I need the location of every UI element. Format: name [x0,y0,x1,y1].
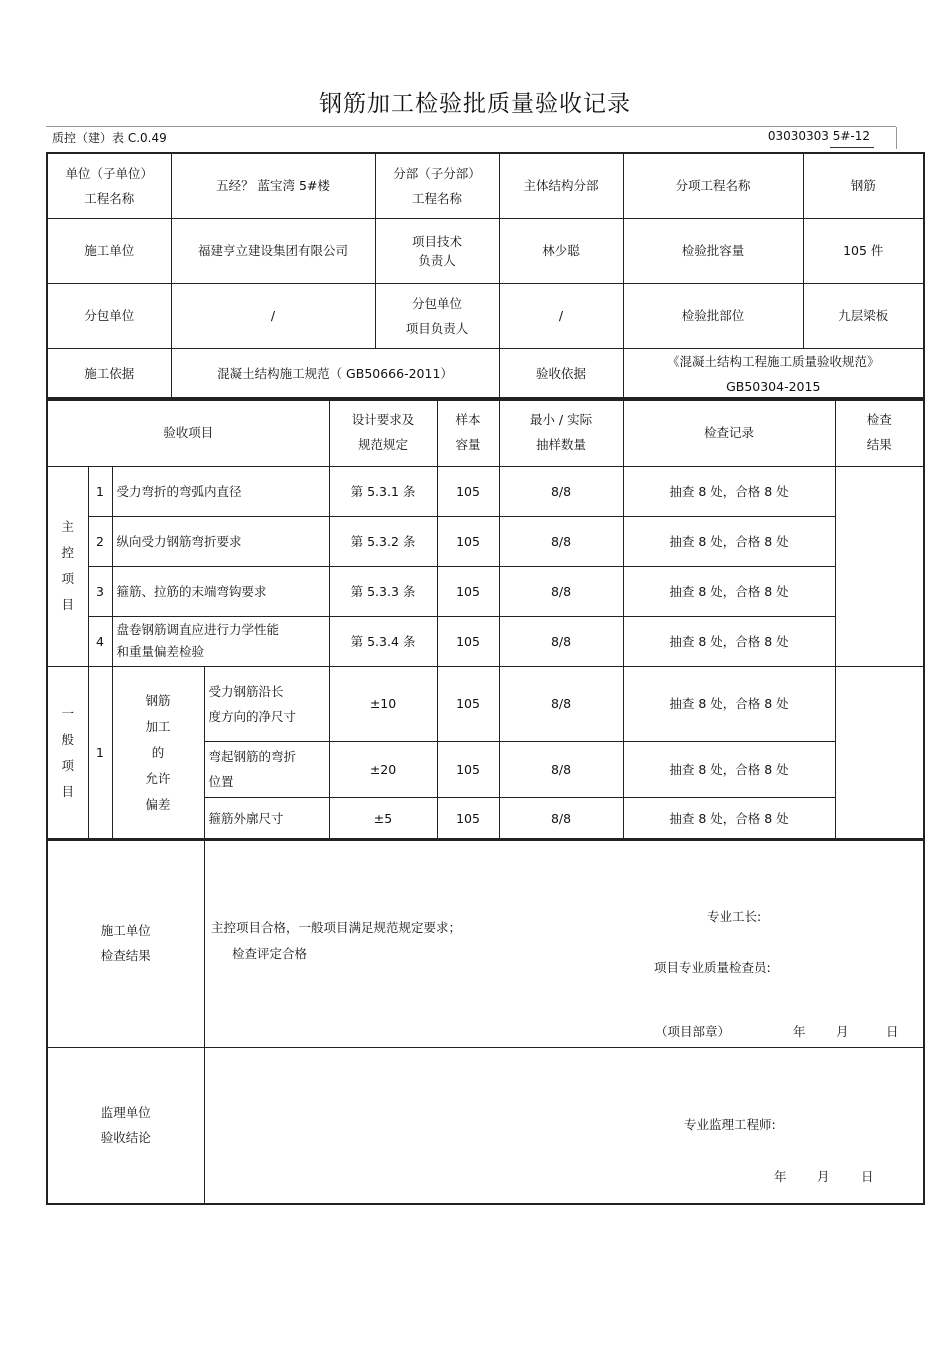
general-result [835,666,924,840]
table-row: 2 纵向受力钢筋弯折要求 第 5.3.2 条 105 8/8 抽查 8 处，合格 8 处 [47,516,924,566]
col-min: 最小 / 实际 抽样数量 [499,398,623,466]
col-sample: 样本 容量 [437,398,499,466]
doc-number: 03030303 5#-12 [767,129,870,143]
constructor-check-text-1: 主控项目合格，一般项目满足规范规定要求； [211,920,462,935]
supervisor-label: 监理单位 验收结论 [47,1047,204,1204]
col-item: 验收项目 [47,398,329,466]
general-label: 一 般 项 目 [47,666,88,840]
division-label: 分部（子分部） 工程名称 [375,153,499,218]
sub-lead-value: / [499,283,623,348]
main-control-label: 主 控 项 目 [47,466,88,666]
header-table [46,152,925,401]
subcontractor-label: 分包单位 [47,283,171,348]
tech-lead-label: 项目技术 负责人 [375,218,499,283]
project-seal: （项目部章） [655,1024,731,1039]
page-title: 钢筋加工检验批质量验收记录 [319,91,631,117]
table-row: 弯起钢筋的弯折 位置 ±20 105 8/8 抽查 8 处，合格 8 处 [47,741,924,797]
constructor-check-area [204,839,924,1047]
constructor-value: 福建亨立建设集团有限公司 [171,218,375,283]
basis-value: 混凝土结构施工规范（ GB50666-2011） [171,348,499,400]
constructor-check-label: 施工单位 检查结果 [47,839,204,1047]
inspector-signature: 项目专业质量检查员: [654,960,771,975]
col-spec: 设计要求及 规范规定 [329,398,437,466]
constructor-check-text-2: 检查评定合格 [232,946,308,961]
subitem-label: 分项工程名称 [623,153,803,218]
form-code: 质控（建）表 C.0.49 [52,131,167,145]
batch-capacity-value: 105 件 [803,218,924,283]
doc-number-underline [830,147,874,148]
items-table [46,397,925,841]
col-record: 检查记录 [623,398,835,466]
supervisor-area [204,1047,924,1204]
batch-location-label: 检验批部位 [623,283,803,348]
foreman-signature: 专业工长: [707,909,762,924]
supervisor-engineer-signature: 专业监理工程师: [684,1117,776,1132]
batch-location-value: 九层梁板 [803,283,924,348]
table-row: 一 般 项 目 1 钢筋 加工 的 允许 偏差 受力钢筋沿长 度方向的净尺寸 ±10 105 8/8 抽查 8 处，合格 8 处 [47,666,924,741]
unit-label: 单位（子单位） 工程名称 [47,153,171,218]
sub-lead-label: 分包单位 项目负责人 [375,283,499,348]
table-row: 箍筋外廓尺寸 ±5 105 8/8 抽查 8 处，合格 8 处 [47,797,924,840]
table-row: 主 控 项 目 1 受力弯折的弯弧内直径 第 5.3.1 条 105 8/8 抽查 8 处，合格 8 处 [47,466,924,516]
main-result [835,466,924,666]
subcontractor-value: / [171,283,375,348]
basis-label: 施工依据 [47,348,171,400]
form-meta [46,126,896,149]
batch-capacity-label: 检验批容量 [623,218,803,283]
division-value: 主体结构分部 [499,153,623,218]
constructor-label: 施工单位 [47,218,171,283]
acceptance-basis-label: 验收依据 [499,348,623,400]
col-result: 检查 结果 [835,398,924,466]
general-group: 钢筋 加工 的 允许 偏差 [112,666,204,840]
table-row: 4 盘卷钢筋调直应进行力学性能 和重量偏差检验 第 5.3.4 条 105 8/8 抽查 8 处，合格 8 处 [47,616,924,666]
table-row: 3 箍筋、拉筋的末端弯钩要求 第 5.3.3 条 105 8/8 抽查 8 处，合格 8 处 [47,566,924,616]
subitem-value: 钢筋 [803,153,924,218]
tech-lead-value: 林少聪 [499,218,623,283]
acceptance-basis-value: 《混凝土结构工程施工质量验收规范》 GB50304-2015 [623,348,924,400]
unit-value: 五经？ 蓝宝湾 5#楼 [171,153,375,218]
